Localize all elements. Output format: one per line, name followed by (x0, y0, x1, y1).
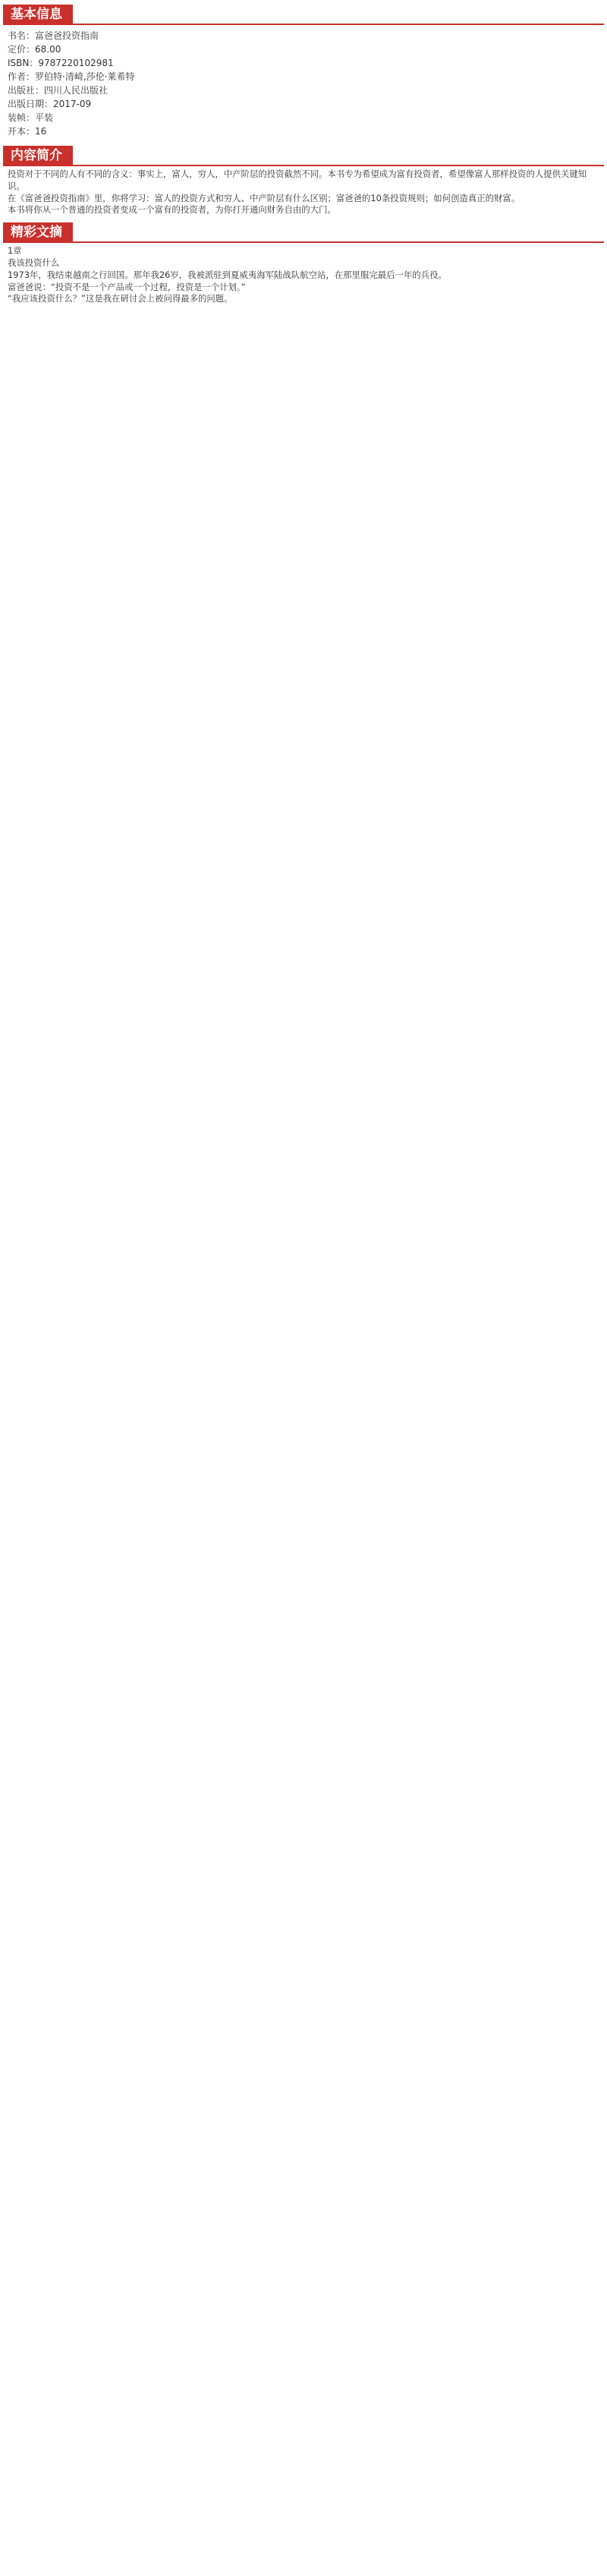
intro-content (0, 167, 607, 219)
excerpt-paragraph: 富爸爸说：“投资不是一个产品或一个过程，投资是一个计划。” (8, 281, 246, 292)
basic-info-rule (3, 24, 604, 25)
intro-header (3, 143, 604, 167)
excerpt-paragraph: “我应该投资什么？”这是我在研讨会上被问得最多的问题。 (8, 293, 233, 304)
intro-paragraph: 在《富爸爸投资指南》里，你将学习：富人的投资方式和穷人、中产阶层有什么区别；富爸爸的10条投资规则；如何创造真正的财富。 (8, 192, 521, 203)
book-price: 定价：68.00 (8, 44, 61, 55)
intro-title: 内容简介 (3, 146, 73, 166)
book-binding: 装帧：平装 (8, 112, 54, 123)
book-author: 作者：罗伯特·清崎,莎伦·莱希特 (8, 71, 135, 82)
book-date: 出版日期：2017-09 (8, 99, 92, 109)
excerpt-header (3, 219, 604, 244)
basic-info-header (3, 2, 604, 26)
intro-paragraph: 本书将你从一个普通的投资者变成一个富有的投资者，为你打开通向财务自由的大门。 (8, 204, 336, 216)
excerpt-title: 精彩文摘 (3, 222, 73, 242)
excerpt-paragraph: 1章 (8, 245, 22, 257)
basic-info-title: 基本信息 (3, 5, 73, 24)
book-info (0, 26, 607, 143)
intro-paragraph: 投资对于不同的人有不同的含义：事实上，富人，穷人，中产阶层的投资截然不同。本书专为希望成为富有投资者，希望像富人那样投资的人提供关键知识。 (8, 169, 587, 191)
intro-rule (3, 165, 604, 166)
book-isbn: ISBN：9787220102981 (8, 58, 114, 68)
book-title: 书名：富爸爸投资指南 (8, 30, 99, 41)
book-format: 开本：16 (8, 126, 47, 137)
excerpt-paragraph: 我该投资什么 (8, 257, 60, 268)
excerpt-content (0, 244, 607, 308)
excerpt-rule (3, 241, 604, 243)
excerpt-paragraph: 1973年，我结束越南之行回国。那年我26岁，我被派驻到夏威夷海军陆战队航空站，在那里服完最后一年的兵役。 (8, 269, 447, 280)
book-publisher: 出版社：四川人民出版社 (8, 85, 109, 96)
